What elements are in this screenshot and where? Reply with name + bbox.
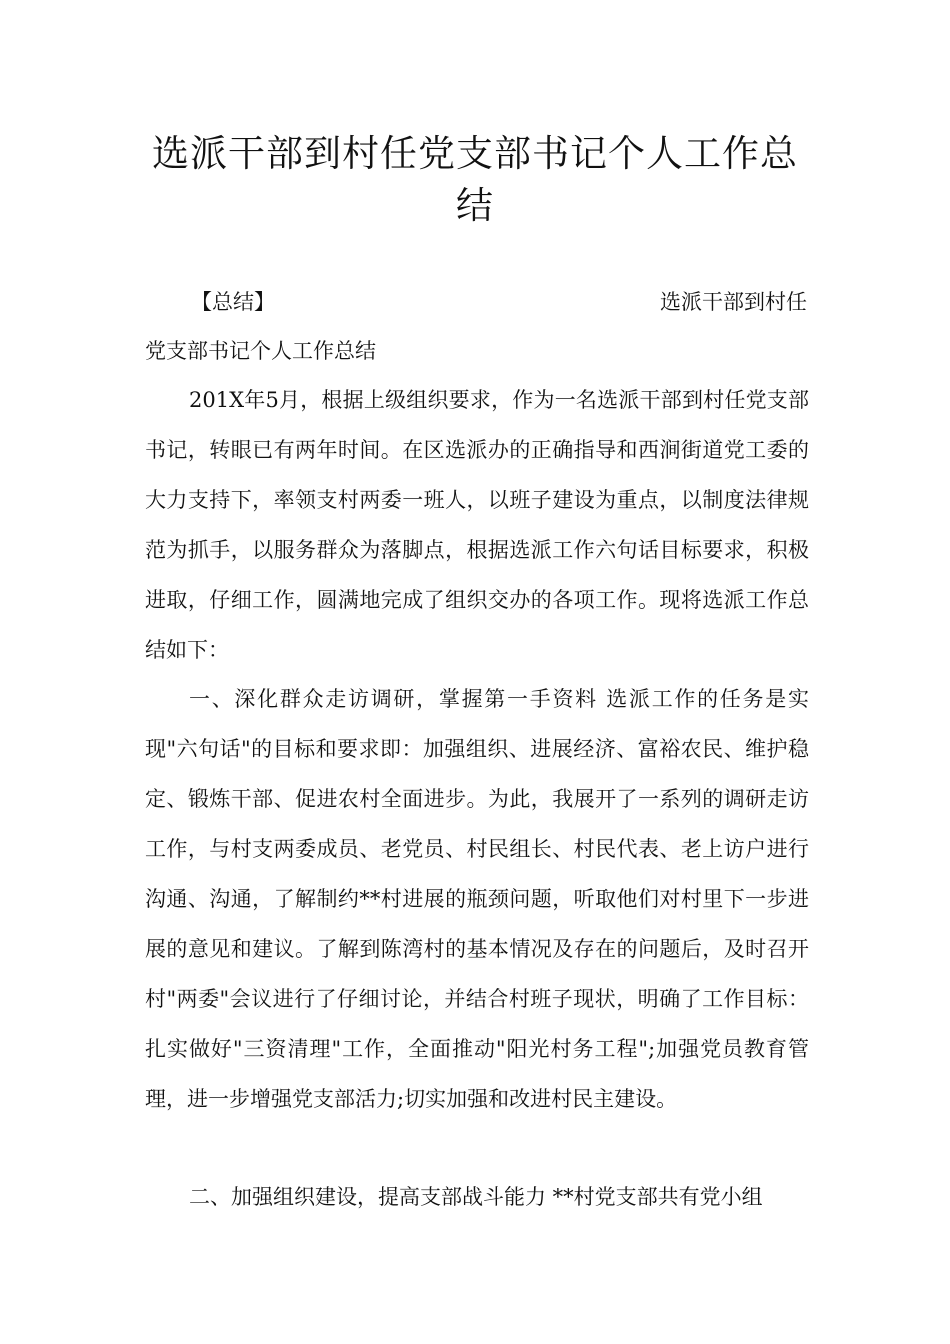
body-paragraph-section-two: 二、加强组织建设，提高支部战斗能力 **村党支部共有党小组 <box>189 1185 763 1209</box>
body-paragraph-intro: 201X年5月，根据上级组织要求，作为一名选派干部到村任党支部书记，转眼已有两年时间。在区选派办的正确指导和西涧街道党工委的大力支持下，率领支村两委一班人，以班子建设为重点，以制度法律规范为抓手，以服务群众为落脚点，根据选派工作六句话目标要求，积极进取，仔细工作，圆满地完成了组织交办的各项工作。现将选派工作总结如下： <box>145 388 809 662</box>
repeated-title-start: 选派干部到村任 <box>660 290 807 314</box>
category-tag: 【总结】 <box>191 290 275 314</box>
body-paragraph-section-one: 一、深化群众走访调研，掌握第一手资料 选派工作的任务是实现"六句话"的目标和要求即：加强组织、进展经济、富裕农民、维护稳定、锻炼干部、促进农村全面进步。为此，我展开了一系列的调研走访工作，与村支两委成员、老党员、村民组长、村民代表、老上访户进行沟通、沟通，了解制约**村进展的瓶颈问题，听取他们对村里下一步进展的意见和建议。了解到陈湾村的基本情况及存在的问题后，及时召开村"两委"会议进行了仔细讨论，并结合村班子现状，明确了工作目标：扎实做好"三资清理"工作，全面推动"阳光村务工程";加强党员教育管理，进一步增强党支部活力;切实加强和改进村民主建设。 <box>145 687 809 1111</box>
document-title: 选派干部到村任党支部书记个人工作总结 <box>152 132 798 227</box>
summary-header-row <box>145 284 807 320</box>
repeated-title-end: 党支部书记个人工作总结 <box>145 339 376 363</box>
